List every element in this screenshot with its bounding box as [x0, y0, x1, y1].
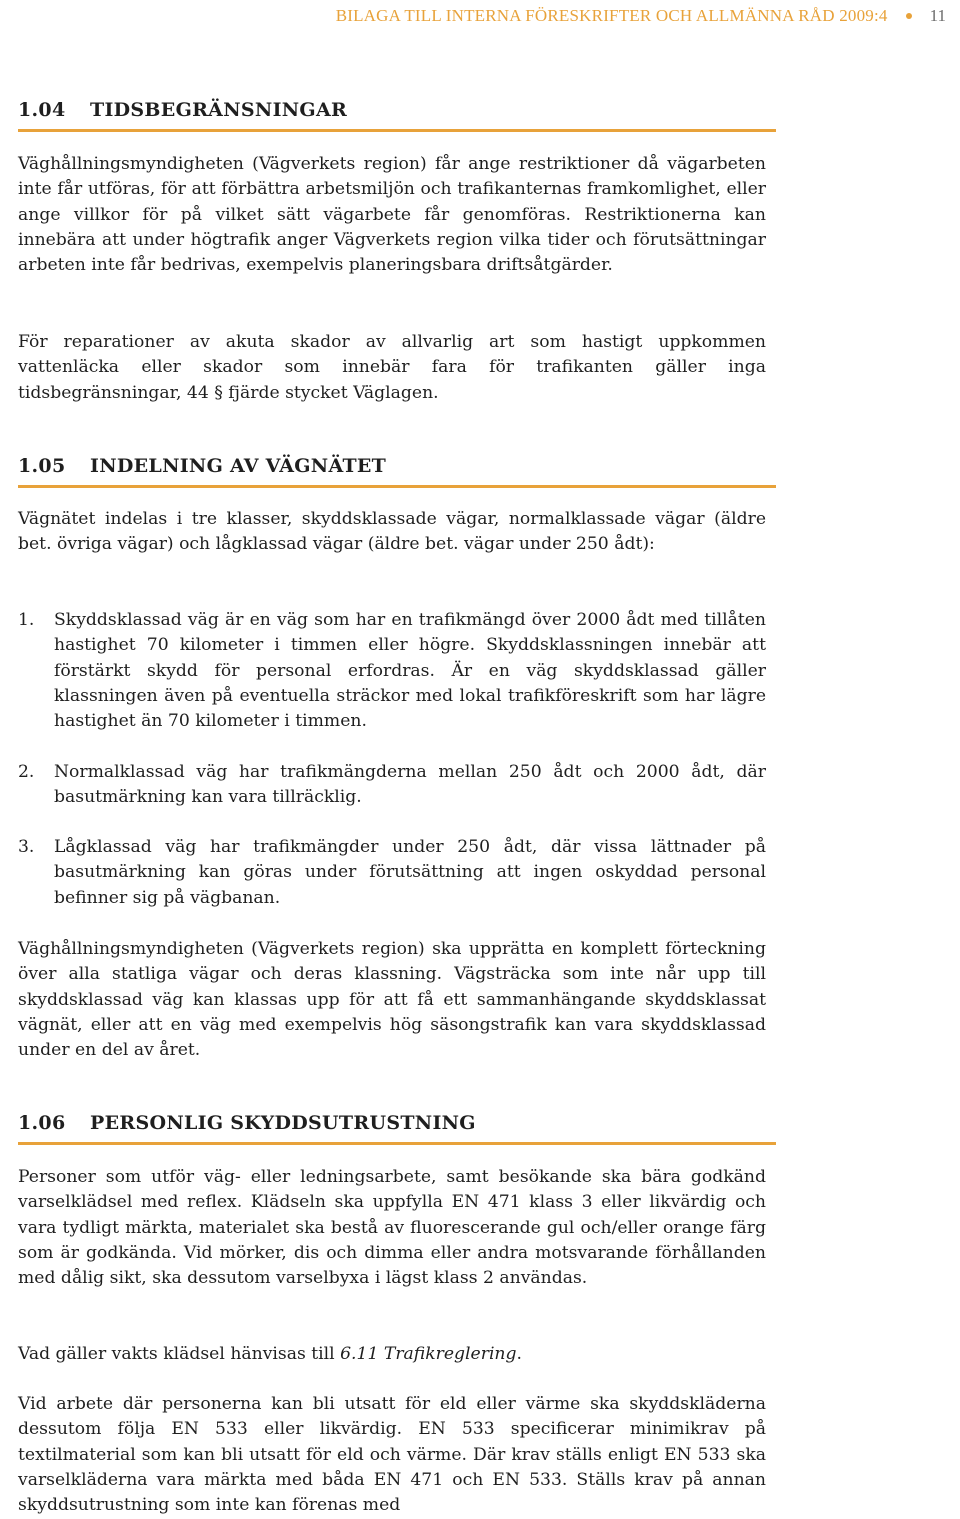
list-item — [18, 760, 766, 811]
paragraph-guard-clothing-reference — [18, 1342, 766, 1367]
section-rule — [18, 1142, 776, 1145]
running-header — [336, 4, 946, 28]
section-heading-1-05 — [18, 455, 778, 477]
section-rule — [18, 485, 776, 488]
section-number: 1.04 — [18, 99, 66, 121]
list-item — [18, 835, 766, 911]
list-text: Lågklassad väg har trafikmängder under 250 ådt, där vissa lättnader på basutmärkning kan göras under förutsättning att ingen oskyddad personal befinner sig på vägbanan. — [54, 837, 766, 908]
section-title: TIDSBEGRÄNSNINGAR — [90, 99, 348, 121]
section-rule — [18, 129, 776, 132]
list-text: Normalklassad väg har trafikmängderna mellan 250 ådt och 2000 ådt, där basutmärkning kan vara tillräcklig. — [54, 762, 766, 808]
list-marker: 3. — [18, 837, 35, 857]
page-number: 11 — [929, 6, 946, 25]
section-title: PERSONLIG SKYDDSUTRUSTNING — [90, 1112, 476, 1134]
section-number: 1.06 — [18, 1112, 66, 1134]
paragraph-visibility-clothing: Personer som utför väg- eller ledningsarbete, samt besökande ska bära godkänd varselklädsel med reflex. Klädseln ska uppfylla EN 471 klass 3 eller likvärdig och vara tydligt märkta, materialet ska bestå av fluorescerande gul och/eller orange färg som är godkända. Vid mörker, dis och dimma eller andra motsvarande förhållanden med dålig sikt, ska dessutom varselbyxa i lägst klass 2 användas. — [18, 1167, 766, 1289]
list-marker: 2. — [18, 762, 35, 782]
list-marker: 1. — [18, 610, 35, 630]
list-item — [18, 608, 766, 734]
reference-suffix: . — [516, 1344, 522, 1364]
paragraph-fire-protection: Vid arbete där personerna kan bli utsatt för eld eller värme ska skyddskläderna dessutom följa EN 533 eller likvärdig. EN 533 specificerar minimikrav på textilmaterial som kan bli utsatt för eld och värme. Där krav ställs enligt EN 533 ska varselkläderna vara märkta med båda EN 471 och EN 533. Ställs krav på annan skyddsutrustning som inte kan förenas med — [18, 1394, 766, 1516]
running-title: BILAGA TILL INTERNA FÖRESKRIFTER OCH ALLMÄNNA RÅD 2009:4 — [335, 6, 888, 25]
reference-prefix: Vad gäller vakts klädsel hänvisas till — [18, 1344, 341, 1364]
bullet-dot-icon — [906, 13, 912, 19]
section-number: 1.05 — [18, 455, 66, 477]
list-text: Skyddsklassad väg är en väg som har en trafikmängd över 2000 ådt med tillåten hastighet 70 kilometer i timmen eller högre. Skyddsklassningen innebär att förstärkt skydd för personal erfordras. Är en väg skyddsklassad gäller klassningen även på eventuella sträckor med lokal trafikföreskrift som har lägre hastighet än 70 kilometer i timmen. — [54, 610, 766, 732]
section-title: INDELNING AV VÄGNÄTET — [90, 455, 387, 477]
section-heading-1-04 — [18, 99, 778, 121]
paragraph-urgent-repairs: För reparationer av akuta skador av allvarlig art som hastigt uppkommen vattenläcka eller skador som innebär fara för trafikanten gäller inga tidsbegränsningar, 44 § fjärde stycket Väglagen. — [18, 332, 766, 403]
reference-target: 6.11 Trafikreglering — [340, 1344, 517, 1364]
paragraph-road-classes-intro: Vägnätet indelas i tre klasser, skyddsklassade vägar, normalklassade vägar (äldre bet. övriga vägar) och lågklassad vägar (äldre bet. vägar under 250 ådt): — [18, 509, 766, 555]
paragraph-road-register: Väghållningsmyndigheten (Vägverkets region) ska upprätta en komplett förteckning över alla statliga vägar och deras klassning. Vägsträcka som inte når upp till skyddsklassad väg kan klassas upp för att få ett sammanhängande skyddsklassat vägnät, eller att en väg med exempelvis hög säsongstrafik kan vara skyddsklassad under en del av året. — [18, 939, 766, 1061]
paragraph-restrictions: Väghållningsmyndigheten (Vägverkets region) får ange restriktioner då vägarbeten inte får utföras, för att förbättra arbetsmiljön och trafikanternas framkomlighet, eller ange villkor för på vilket sätt vägarbete får genomföras. Restriktionerna kan innebära att under högtrafik anger Vägverkets region vilka tider och förutsättningar arbeten inte får bedrivas, exempelvis planeringsbara driftsåtgärder. — [18, 154, 766, 276]
section-heading-1-06 — [18, 1112, 778, 1134]
